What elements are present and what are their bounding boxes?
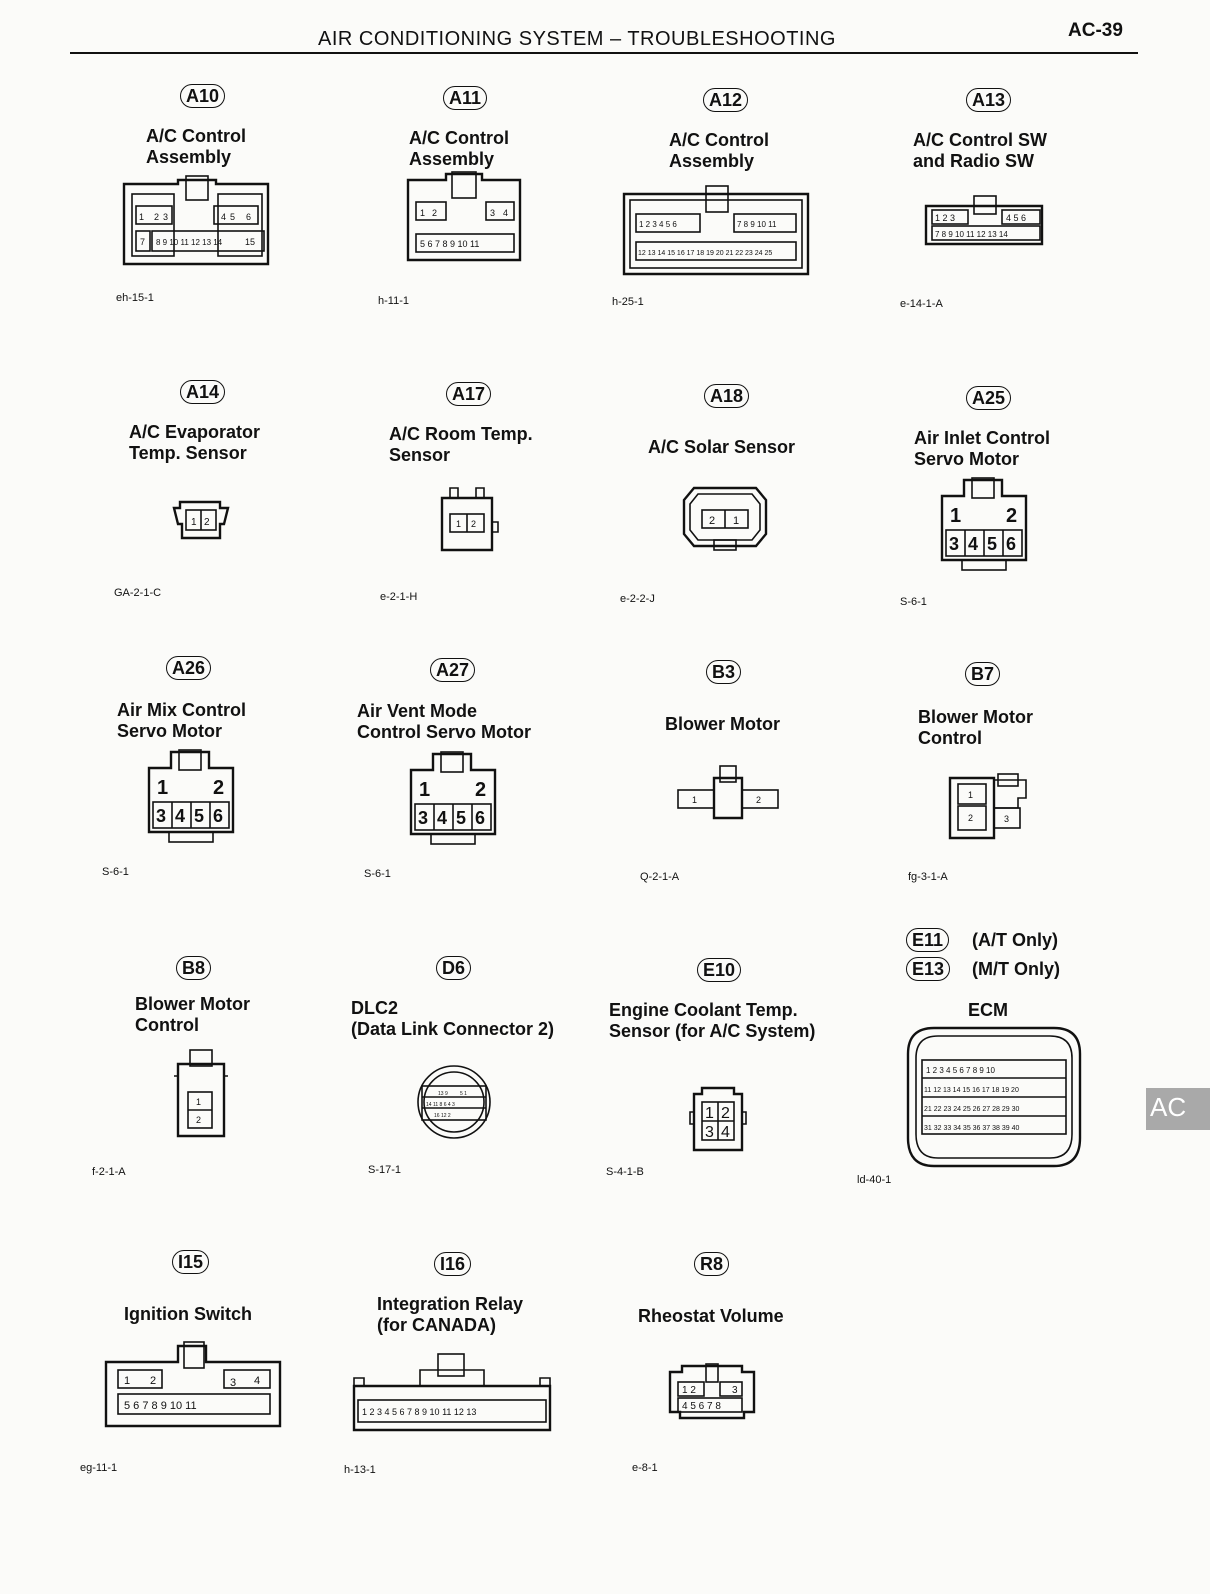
- name-i16-line1: Integration Relay: [377, 1294, 524, 1314]
- code-d6: D6: [436, 956, 471, 980]
- svg-text:2: 2: [756, 795, 762, 805]
- svg-text:3: 3: [418, 808, 429, 828]
- section-tab: [1146, 1088, 1210, 1130]
- svg-text:1: 1: [191, 517, 197, 528]
- svg-text:4: 4: [221, 212, 227, 222]
- header-rule: [70, 52, 1138, 54]
- name-b8-line1: Blower Motor: [135, 994, 250, 1014]
- svg-text:11 12 13 14 15 16 17 18 19 20: 11 12 13 14 15 16 17 18 19 20: [924, 1087, 1019, 1094]
- svg-text:4 5 6 7 8: 4 5 6 7 8: [682, 1401, 721, 1412]
- name-a10-line1: A/C Control: [146, 126, 246, 146]
- svg-text:1: 1: [420, 208, 426, 218]
- name-a12-line2: Assembly: [669, 151, 755, 171]
- name-d6-line1: DLC2: [351, 998, 399, 1018]
- connector-r8-diagram: [664, 1362, 760, 1422]
- connector-a17-diagram: [436, 486, 502, 556]
- connector-i15-diagram: [102, 1340, 284, 1432]
- svg-text:6: 6: [475, 808, 486, 828]
- svg-text:31 32 33 34 35 36 37 38 39 40: 31 32 33 34 35 36 37 38 39 40: [924, 1125, 1020, 1132]
- svg-text:4: 4: [254, 1375, 261, 1387]
- svg-text:7 8 9 10 11 12 13 14: 7 8 9 10 11 12 13 14: [935, 230, 1008, 239]
- name-a11-line2: Assembly: [409, 149, 495, 169]
- svg-text:3: 3: [732, 1385, 738, 1396]
- svg-text:4: 4: [503, 208, 509, 218]
- svg-text:5: 5: [230, 212, 236, 222]
- svg-text:2: 2: [709, 515, 716, 527]
- svg-text:13 9: 13 9: [438, 1091, 448, 1097]
- svg-text:1: 1: [157, 777, 169, 799]
- svg-text:5 1: 5 1: [460, 1091, 467, 1097]
- svg-text:1 2 3 4 5 6 7 8 9 10: 1 2 3 4 5 6 7 8 9 10 11 12 13: [362, 1407, 477, 1417]
- svg-text:3: 3: [163, 212, 169, 222]
- svg-text:5 6 7 8 9 10 11: 5 6 7 8 9 10 11: [420, 239, 480, 249]
- name-a27-line2: Control Servo Motor: [357, 722, 531, 742]
- svg-text:1 2 3: 1 2 3: [935, 213, 956, 223]
- page-number: AC-39: [1068, 20, 1123, 41]
- svg-text:6: 6: [213, 806, 224, 826]
- connector-a26-diagram: [143, 748, 239, 846]
- svg-text:2: 2: [204, 517, 210, 528]
- svg-text:3: 3: [705, 1124, 714, 1141]
- ref-b3: Q-2-1-A: [640, 871, 680, 883]
- svg-text:4: 4: [721, 1124, 730, 1141]
- name-r8-line1: Rheostat Volume: [638, 1306, 784, 1326]
- svg-text:1 2 3 4 5 6: 1 2 3 4 5 6: [639, 220, 677, 229]
- code-e13: E13: [906, 957, 950, 981]
- connector-a25-diagram: [936, 476, 1032, 574]
- name-e10-line1: Engine Coolant Temp.: [609, 1000, 798, 1020]
- name-a11-line1: A/C Control: [409, 128, 509, 148]
- svg-text:2: 2: [432, 208, 438, 218]
- name-a25-line1: Air Inlet Control: [914, 428, 1050, 448]
- svg-text:6: 6: [1006, 534, 1017, 554]
- name-a18-line1: A/C Solar Sensor: [648, 437, 796, 457]
- code-r8: R8: [694, 1252, 729, 1276]
- svg-text:15: 15: [245, 237, 256, 247]
- svg-text:1 2 3 4 5 6 7 8 9 10: 1 2 3 4 5 6 7 8 9 10: [926, 1066, 995, 1075]
- ref-e10: S-4-1-B: [606, 1166, 644, 1178]
- ref-a10: eh-15-1: [116, 292, 154, 304]
- note-e11: (A/T Only): [972, 930, 1058, 950]
- connector-a12-diagram: [620, 186, 816, 284]
- svg-text:1: 1: [139, 212, 145, 222]
- svg-text:8 9 10 11 12 13 14: 8 9 10 11 12 13 14: [156, 238, 223, 247]
- ref-a25: S-6-1: [900, 596, 927, 608]
- code-a27: A27: [430, 658, 475, 682]
- name-b7-line2: Control: [918, 728, 982, 748]
- svg-text:1: 1: [968, 790, 974, 800]
- code-i16: I16: [434, 1252, 471, 1276]
- ref-a17: e-2-1-H: [380, 591, 418, 603]
- connector-ecm-diagram: [904, 1024, 1084, 1172]
- svg-text:2: 2: [475, 779, 487, 801]
- name-i15-line1: Ignition Switch: [124, 1304, 252, 1324]
- svg-text:6: 6: [246, 212, 252, 222]
- svg-text:5: 5: [456, 808, 467, 828]
- svg-text:2: 2: [471, 519, 477, 529]
- code-a11: A11: [443, 86, 487, 110]
- svg-text:4: 4: [437, 808, 448, 828]
- svg-text:7: 7: [140, 237, 146, 247]
- code-a12: A12: [703, 88, 748, 112]
- code-a10: A10: [180, 84, 225, 108]
- svg-text:2: 2: [154, 212, 160, 222]
- name-a17-line2: Sensor: [389, 445, 451, 465]
- ref-a18: e-2-2-J: [620, 593, 655, 605]
- connector-a11-diagram: [404, 172, 524, 272]
- svg-text:21 22 23 24 25 26 27 28 29 30: 21 22 23 24 25 26 27 28 29 30: [924, 1106, 1020, 1113]
- svg-text:5: 5: [194, 806, 205, 826]
- code-b7: B7: [965, 662, 1000, 686]
- section-tab-label: AC: [1150, 1092, 1187, 1122]
- ref-b8: f-2-1-A: [92, 1166, 126, 1178]
- name-a14-line1: A/C Evaporator: [129, 422, 261, 442]
- svg-text:4 5 6: 4 5 6: [1006, 213, 1027, 223]
- name-a25-line2: Servo Motor: [914, 449, 1020, 469]
- svg-text:1: 1: [692, 795, 698, 805]
- svg-text:2: 2: [196, 1115, 202, 1125]
- name-a27-line1: Air Vent Mode: [357, 701, 478, 721]
- svg-text:2: 2: [1006, 505, 1018, 527]
- code-a18: A18: [704, 384, 749, 408]
- ref-i15: eg-11-1: [80, 1462, 118, 1474]
- name-a10-line2: Assembly: [146, 147, 232, 167]
- ref-a26: S-6-1: [102, 866, 129, 878]
- svg-text:3: 3: [156, 806, 167, 826]
- ref-d6: S-17-1: [368, 1164, 402, 1176]
- code-a13: A13: [966, 88, 1011, 112]
- code-a26: A26: [166, 656, 211, 680]
- svg-text:16 12 2: 16 12 2: [434, 1113, 451, 1119]
- svg-text:3: 3: [230, 1377, 237, 1389]
- svg-text:4: 4: [968, 534, 979, 554]
- code-b3: B3: [706, 660, 741, 684]
- svg-text:14 11 8 6 4 3: 14 11 8 6 4 3: [426, 1102, 455, 1108]
- ref-b7: fg-3-1-A: [908, 871, 948, 883]
- connector-b3-diagram: [676, 764, 780, 822]
- name-a13-line2: and Radio SW: [913, 151, 1034, 171]
- name-d6-line2: (Data Link Connector 2): [351, 1019, 555, 1039]
- ref-i16: h-13-1: [344, 1464, 376, 1476]
- name-b8-line2: Control: [135, 1015, 199, 1035]
- connector-a18-diagram: [680, 484, 770, 554]
- svg-text:4: 4: [175, 806, 186, 826]
- connector-b8-diagram: [172, 1048, 230, 1142]
- ref-a13: e-14-1-A: [900, 298, 943, 310]
- connector-d6-diagram: [408, 1064, 500, 1140]
- ref-a14: GA-2-1-C: [114, 587, 162, 599]
- code-a14: A14: [180, 380, 225, 404]
- svg-text:1: 1: [705, 1105, 714, 1122]
- name-b7-line1: Blower Motor: [918, 707, 1033, 727]
- name-ecm: ECM: [968, 1000, 1008, 1020]
- page-title: AIR CONDITIONING SYSTEM – TROUBLESHOOTING: [318, 28, 836, 50]
- name-e10-line2: Sensor (for A/C System): [609, 1021, 816, 1041]
- connector-a13-diagram: [922, 196, 1050, 248]
- connector-a14-diagram: [172, 498, 230, 542]
- svg-text:1: 1: [124, 1375, 131, 1387]
- svg-text:1: 1: [950, 505, 962, 527]
- name-a26-line2: Servo Motor: [117, 721, 223, 741]
- ref-ecm: ld-40-1: [857, 1174, 892, 1186]
- svg-text:2: 2: [150, 1375, 157, 1387]
- connector-a10-diagram: [118, 176, 276, 276]
- connector-a27-diagram: [405, 750, 501, 848]
- svg-text:1: 1: [733, 515, 740, 527]
- ref-a11: h-11-1: [378, 295, 409, 307]
- connector-e10-diagram: [688, 1084, 748, 1156]
- svg-text:1: 1: [419, 779, 431, 801]
- svg-text:3: 3: [490, 208, 496, 218]
- code-a25: A25: [966, 386, 1011, 410]
- svg-text:12 13 14 15 16 17 18 19 20 21: 12 13 14 15 16 17 18 19 20 21 22 23 24 25: [638, 250, 773, 257]
- connector-i16-diagram: [350, 1352, 560, 1436]
- code-e11: E11: [906, 928, 949, 952]
- name-a13-line1: A/C Control SW: [913, 130, 1047, 150]
- svg-text:1: 1: [196, 1097, 202, 1107]
- name-a12-line1: A/C Control: [669, 130, 769, 150]
- svg-text:7 8 9 10 11: 7 8 9 10 11: [737, 220, 777, 229]
- svg-text:2: 2: [968, 813, 974, 823]
- svg-text:1 2: 1 2: [682, 1385, 696, 1396]
- code-i15: I15: [172, 1250, 209, 1274]
- name-a26-line1: Air Mix Control: [117, 700, 246, 720]
- code-a17: A17: [446, 382, 491, 406]
- name-a17-line1: A/C Room Temp.: [389, 424, 533, 444]
- svg-text:1: 1: [456, 519, 462, 529]
- code-b8: B8: [176, 956, 211, 980]
- ref-a27: S-6-1: [364, 868, 391, 880]
- svg-text:3: 3: [949, 534, 960, 554]
- code-e10: E10: [697, 958, 741, 982]
- svg-text:5 6 7 8 9 10 11: 5 6 7 8 9 10 11: [124, 1400, 197, 1412]
- svg-text:3: 3: [1004, 814, 1010, 824]
- name-i16-line2: (for CANADA): [377, 1315, 496, 1335]
- svg-text:2: 2: [721, 1105, 730, 1122]
- note-e13: (M/T Only): [972, 959, 1060, 979]
- svg-text:5: 5: [987, 534, 998, 554]
- connector-b7-diagram: [946, 772, 1032, 842]
- name-a14-line2: Temp. Sensor: [129, 443, 247, 463]
- ref-a12: h-25-1: [612, 296, 644, 308]
- svg-text:2: 2: [213, 777, 225, 799]
- ref-r8: e-8-1: [632, 1462, 658, 1474]
- name-b3-line1: Blower Motor: [665, 714, 780, 734]
